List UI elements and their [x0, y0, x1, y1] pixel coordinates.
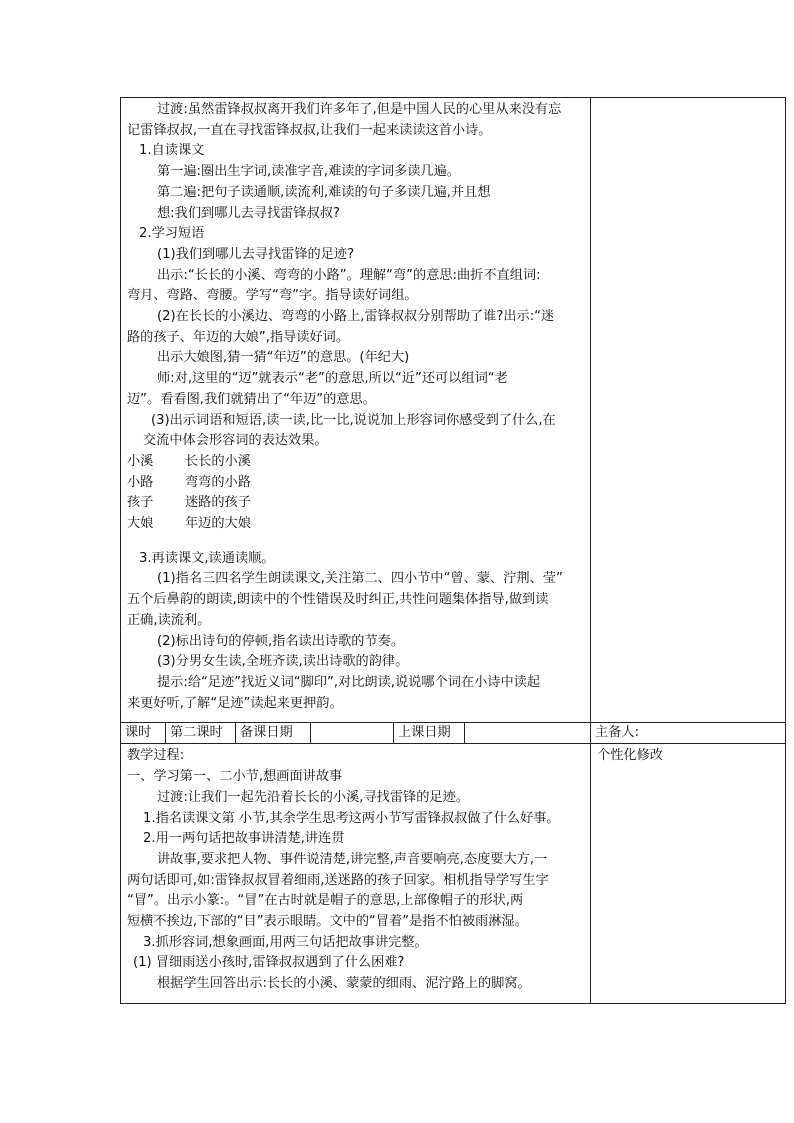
- text-line: 来更好听,了解“足迹”读起来更押韵。: [127, 695, 343, 711]
- preparer-label: 主备人:: [591, 723, 786, 744]
- text-line: 讲故事,要求把人物、事件说清楚,讲完整,声音要响亮,态度要大方,一: [157, 851, 548, 867]
- text-line: “冒”。出示小篆:。“冒”在古时就是帽子的意思,上部像帽子的形状,两: [127, 893, 524, 909]
- class-date-label: 上课日期: [394, 723, 465, 744]
- lesson-label: 课时: [121, 723, 166, 744]
- revision-cell: [591, 744, 786, 1003]
- lesson-plan-table: [120, 97, 786, 1004]
- class-date-value: [465, 723, 591, 744]
- word-pair: [127, 493, 584, 514]
- text-line: 五个后鼻韵的朗读,朗读中的个性错误及时纠正,共性问题集体指导,做到读: [127, 592, 549, 608]
- text-line: 正确,读流利。: [127, 612, 211, 628]
- step-title: 2.学习短语: [139, 226, 205, 242]
- text-line: 交流中体会形容词的表达效果。: [143, 433, 328, 449]
- text-line: 第二遍:把句子读通顺,读流利,难读的句子多读几遍,并且想: [157, 184, 491, 200]
- text-line: 迈”。看看图,我们就猜出了“年迈”的意思。: [127, 391, 376, 407]
- part-title: 一、学习第一、二小节,想画面讲故事: [127, 769, 343, 785]
- teaching-process-cell: [121, 744, 591, 1003]
- text-line: 弯月、弯路、弯腰。学写“弯”字。指导读好词组。: [127, 288, 418, 304]
- text-line: 提示:给“足迹”找近义词“脚印”,对比朗读,说说哪个词在小诗中读起: [157, 674, 541, 690]
- text-line: 根据学生回答出示:长长的小溪、蒙蒙的细雨、泥泞路上的脚窝。: [157, 976, 531, 992]
- text-line: 师:对,这里的“迈”就表示“老”的意思,所以“近”还可以组词“老: [157, 371, 508, 387]
- word-pair: [127, 452, 584, 473]
- text-line: 3.抓形容词,想象画面,用两三句话把故事讲完整。: [143, 934, 428, 950]
- transition-line: 过渡:让我们一起先沿着长长的小溪,寻找雷锋的足迹。: [157, 789, 469, 805]
- text-line: 想:我们到哪儿去寻找雷锋叔叔?: [157, 205, 340, 221]
- text-line: (2)在长长的小溪边、弯弯的小路上,雷锋叔叔分别帮助了谁?出示:“迷: [157, 309, 555, 325]
- phrase: 长长的小溪: [185, 453, 251, 469]
- transition-line: 记雷锋叔叔,一直在寻找雷锋叔叔,让我们一起来读读这首小诗。: [127, 122, 492, 138]
- text-line: 路的孩子、年迈的大娘”,指导读好词。: [127, 329, 350, 345]
- word: 大娘: [127, 516, 154, 532]
- lesson-header-row: [121, 723, 786, 744]
- text-line: 2.用一两句话把故事讲清楚,讲连贯: [143, 831, 345, 847]
- word: 小溪: [127, 453, 154, 469]
- phrase: 年迈的大娘: [185, 516, 251, 532]
- text-line: (1)我们到哪儿去寻找雷锋的足迹?: [157, 246, 355, 262]
- lesson-value: 第二课时: [166, 723, 236, 744]
- process-label: 教学过程:: [127, 748, 185, 764]
- prep-date-label: 备课日期: [236, 723, 311, 744]
- spacer: [127, 535, 584, 549]
- content-row-2: [121, 744, 786, 1003]
- text-line: 短横不挨边,下部的“目”表示眼睛。文中的“冒着”是指不怕被雨淋湿。: [127, 914, 528, 930]
- text-line: 出示大娘图,猜一猜“年迈”的意思。(年纪大): [157, 350, 410, 366]
- word-pair: [127, 514, 584, 535]
- word-pair: [127, 473, 584, 494]
- teaching-content-cell: [121, 98, 591, 723]
- word: 小路: [127, 474, 154, 490]
- text-line: 两句话即可,如:雷锋叔叔冒着细雨,送迷路的孩子回家。相机指导学写生字: [127, 872, 549, 888]
- text-line: 出示:“长长的小溪、弯弯的小路”。理解“弯”的意思:曲折不直组词:: [157, 267, 541, 283]
- revision-label: 个性化修改: [597, 748, 663, 764]
- text-line: 1.指名读课文第 小节,其余学生思考这两小节写雷锋叔叔做了什么好事。: [143, 810, 560, 826]
- text-line: (3)分男女生读,全班齐读,读出诗歌的韵律。: [157, 654, 409, 670]
- step-title: 3.再读课文,读通读顺。: [139, 550, 275, 566]
- prep-date-value: [311, 723, 394, 744]
- content-row-1: [121, 98, 786, 723]
- transition-line: 过渡:虽然雷锋叔叔离开我们许多年了,但是中国人民的心里从来没有忘: [157, 102, 562, 117]
- text-line: (3)出示词语和短语,读一读,比一比,说说加上形容词你感受到了什么,在: [151, 412, 556, 428]
- text-line: 第一遍:圈出生字词,读准字音,难读的字词多读几遍。: [157, 164, 460, 180]
- phrase: 迷路的孩子: [185, 495, 251, 511]
- text-line: (1) 冒细雨送小孩时,雷锋叔叔遇到了什么困难?: [133, 955, 405, 971]
- word: 孩子: [127, 495, 154, 511]
- step-title: 1.自读课文: [139, 143, 205, 159]
- revision-cell: [591, 98, 786, 723]
- phrase: 弯弯的小路: [185, 474, 251, 490]
- text-line: (1)指名三四名学生朗读课文,关注第二、四小节中“曾、蒙、泞荆、莹”: [157, 571, 563, 587]
- text-line: (2)标出诗句的停顿,指名读出诗歌的节奏。: [157, 633, 405, 649]
